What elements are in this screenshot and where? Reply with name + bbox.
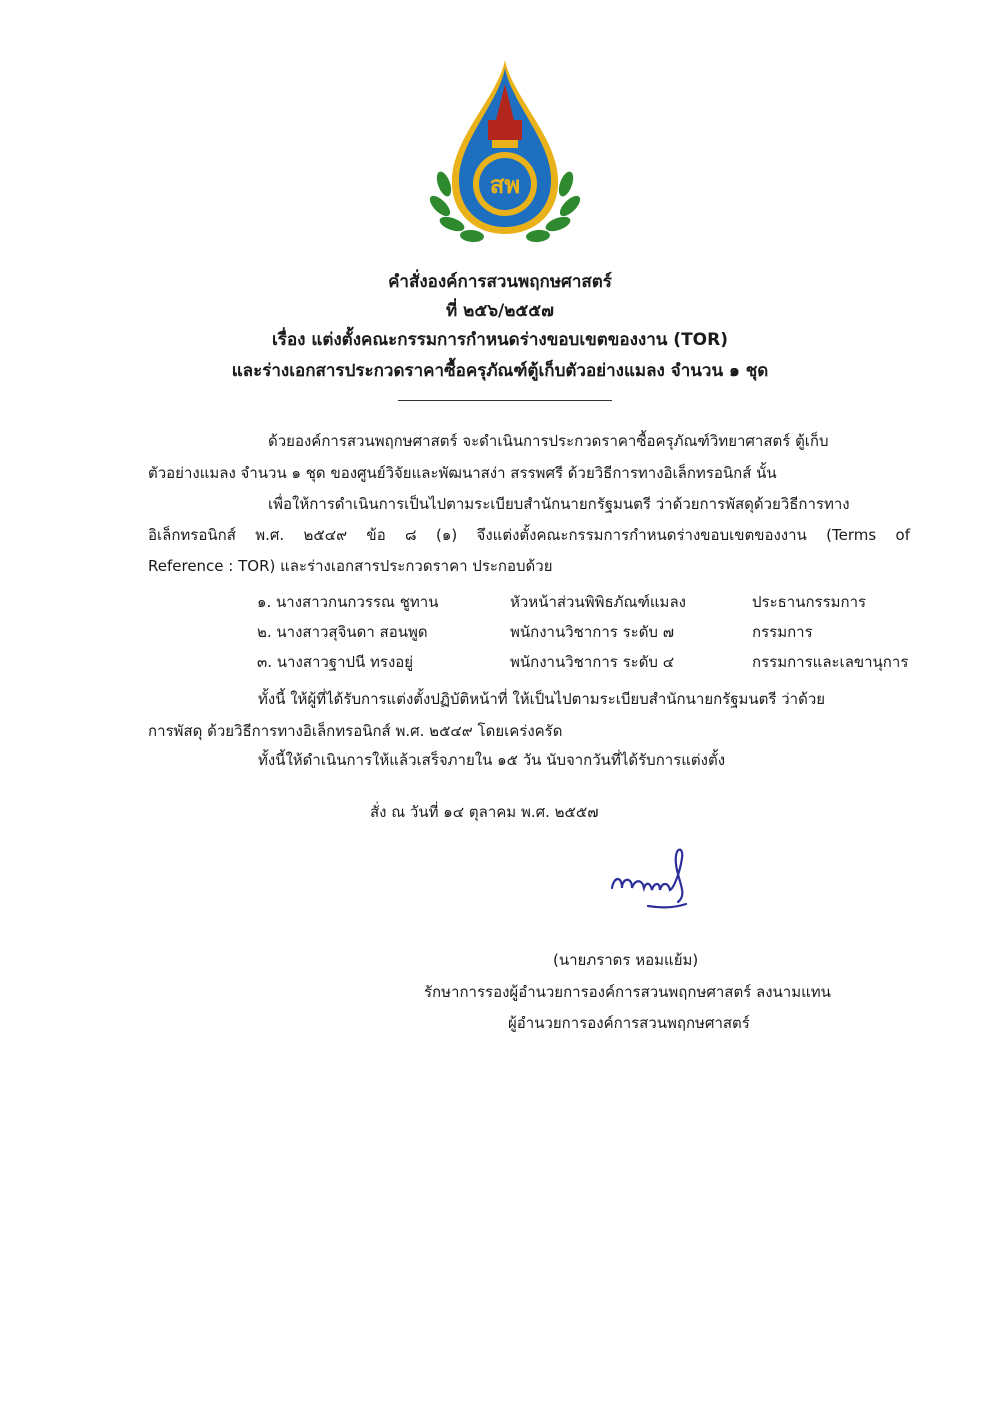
member-position: พนักงานวิชาการ ระดับ ๗ bbox=[510, 623, 675, 641]
member-role: กรรมการ bbox=[752, 623, 813, 641]
paragraph-2-line-2: อิเล็กทรอนิกส์ พ.ศ. ๒๕๔๙ ข้อ ๘ (๑) จึงแต่งตั้งคณะกรรมการกำหนดร่างขอบเขตของงาน (Terms of bbox=[148, 526, 910, 544]
paragraph-3-line-1: ทั้งนี้ ให้ผู้ที่ได้รับการแต่งตั้งปฏิบัติหน้าที่ ให้เป็นไปตามระเบียบสำนักนายกรัฐมนตรี ว่าด้วย bbox=[258, 690, 826, 708]
member-role: กรรมการและเลขานุการ bbox=[752, 653, 909, 671]
member-name: ๓. นางสาวฐาปนี ทรงอยู่ bbox=[257, 653, 414, 671]
signer-name: (นายภราดร หอมแย้ม) bbox=[553, 951, 699, 969]
order-date: สั่ง ณ วันที่ ๑๔ ตุลาคม พ.ศ. ๒๕๕๗ bbox=[370, 803, 599, 821]
subject-line-1: เรื่อง แต่งตั้งคณะกรรมการกำหนดร่างขอบเขตของงาน (TOR) bbox=[272, 330, 728, 350]
signer-title-line-2: ผู้อำนวยการองค์การสวนพฤกษศาสตร์ bbox=[508, 1014, 750, 1032]
paragraph-1-line-1: ด้วยองค์การสวนพฤกษศาสตร์ จะดำเนินการประกวดราคาซื้อครุภัณฑ์วิทยาศาสตร์ ตู้เก็บ bbox=[268, 432, 829, 450]
member-position: หัวหน้าส่วนพิพิธภัณฑ์แมลง bbox=[510, 593, 686, 611]
paragraph-3-line-2: การพัสดุ ด้วยวิธีการทางอิเล็กทรอนิกส์ พ.ศ. ๒๕๔๙ โดยเคร่งครัด bbox=[148, 722, 563, 740]
signer-title-line-1: รักษาการรองผู้อำนวยการองค์การสวนพฤกษศาสตร์ ลงนามแทน bbox=[424, 983, 831, 1001]
member-position: พนักงานวิชาการ ระดับ ๔ bbox=[510, 653, 675, 671]
handwritten-signature-icon bbox=[604, 842, 704, 918]
paragraph-1-line-2: ตัวอย่างแมลง จำนวน ๑ ชุด ของศูนย์วิจัยและพัฒนาสง่า สรรพศรี ด้วยวิธีการทางอิเล็กทรอนิกส์ นั้น bbox=[148, 464, 777, 482]
title-divider bbox=[398, 400, 612, 401]
member-role: ประธานกรรมการ bbox=[752, 593, 867, 611]
member-name: ๑. นางสาวกนกวรรณ ชูทาน bbox=[257, 593, 439, 611]
subject-line-2: และร่างเอกสารประกวดราคาซื้อครุภัณฑ์ตู้เก็บตัวอย่างแมลง จำนวน ๑ ชุด bbox=[231, 361, 769, 381]
member-name: ๒. นางสาวสุจินดา สอนพูด bbox=[257, 623, 428, 641]
paragraph-4-line-1: ทั้งนี้ให้ดำเนินการให้แล้วเสร็จภายใน ๑๕ วัน นับจากวันที่ได้รับการแต่งตั้ง bbox=[258, 751, 726, 769]
order-title: คำสั่งองค์การสวนพฤกษศาสตร์ bbox=[388, 272, 612, 292]
svg-text:สพ: สพ bbox=[489, 171, 521, 199]
paragraph-2-line-1: เพื่อให้การดำเนินการเป็นไปตามระเบียบสำนักนายกรัฐมนตรี ว่าด้วยการพัสดุด้วยวิธีการทาง bbox=[268, 495, 850, 513]
order-number: ที่ ๒๕๖/๒๕๕๗ bbox=[446, 301, 554, 321]
organization-emblem-icon bbox=[428, 56, 582, 244]
paragraph-2-line-3: Reference : TOR) และร่างเอกสารประกวดราคา ประกอบด้วย bbox=[148, 557, 553, 575]
